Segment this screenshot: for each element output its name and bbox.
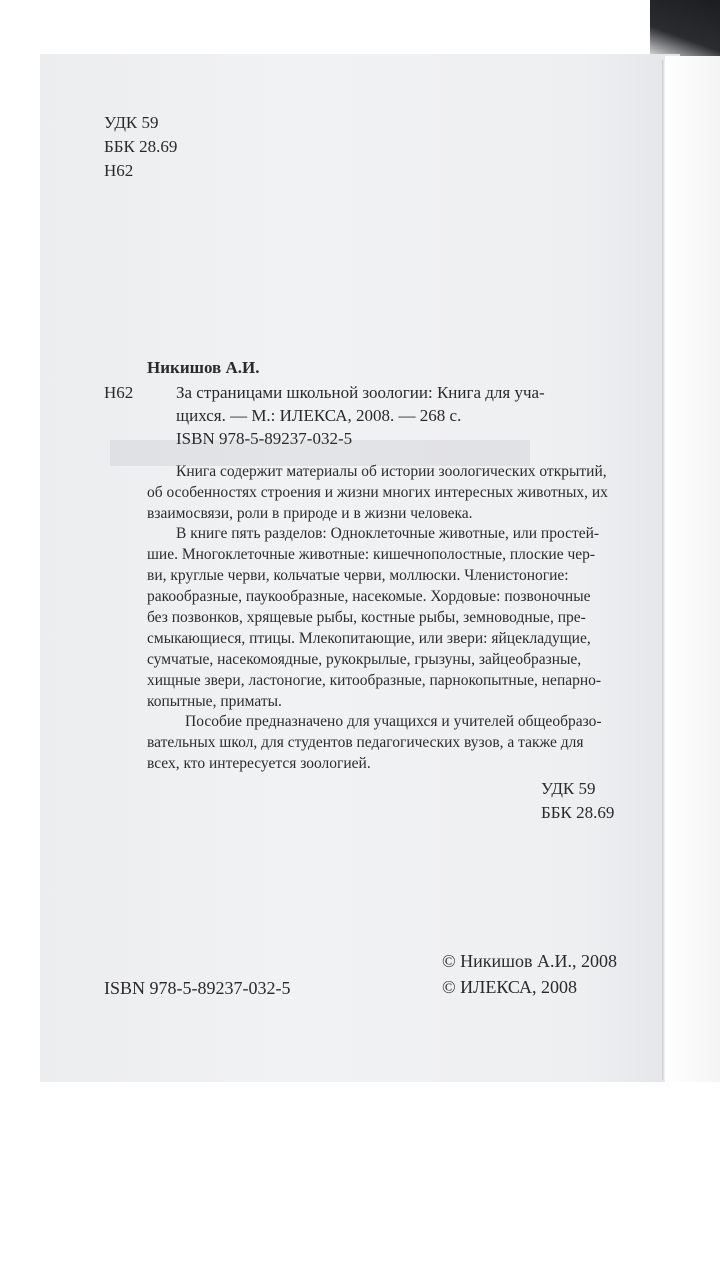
abstract-p2-line-7: сумчатые, насекомоядные, рукокрылые, грызуны, зайцеобразные, xyxy=(147,651,582,668)
copyright-author: © Никишов А.И., 2008 xyxy=(442,951,618,971)
abstract-p2-line-6: смыкающиеся, птицы. Млекопитающие, или звери: яйцекладущие, xyxy=(147,630,591,647)
abstract-p1-line-1: Книга содержит материалы об истории зоологических открытий, xyxy=(176,463,607,480)
abstract-p2-line-8: хищные звери, ластоногие, китообразные, парнокопытные, непарно- xyxy=(147,672,602,689)
abstract-p1-line-2: об особенностях строения и жизни многих интересных животных, их xyxy=(147,484,608,501)
abstract-p3-line-1: Пособие предназначено для учащихся и учителей общеобразо- xyxy=(185,713,602,730)
abstract-p2-line-4: ракообразные, паукообразные, насекомые. Хордовые: позвоночные xyxy=(147,588,591,605)
bib-title-line-2: щихся. — М.: ИЛЕКСА, 2008. — 268 с. xyxy=(176,406,462,425)
bib-isbn: ISBN 978-5-89237-032-5 xyxy=(176,429,353,448)
abstract-p3-line-2: вательных школ, для студентов педагогических вузов, а также для xyxy=(147,734,584,751)
bbk-code-top: ББК 28.69 xyxy=(104,137,178,156)
abstract-p2-line-5: без позвонков, хрящевые рыбы, костные рыбы, земноводные, пре- xyxy=(147,609,586,626)
bbk-code-bottom: ББК 28.69 xyxy=(541,803,615,822)
facing-page-edge xyxy=(665,56,720,1082)
abstract-p2-line-3: ви, круглые черви, кольчатые черви, моллюски. Членистоногие: xyxy=(147,567,569,584)
author-name: Никишов А.И. xyxy=(147,358,260,377)
abstract-p3-line-3: всех, кто интересуется зоологией. xyxy=(147,755,371,772)
abstract-p1-line-3: взаимосвязи, роли в природе и в жизни человека. xyxy=(147,505,473,522)
footer-isbn: ISBN 978-5-89237-032-5 xyxy=(104,978,291,998)
udk-code-bottom: УДК 59 xyxy=(541,779,596,798)
abstract-p2-line-9: копытные, приматы. xyxy=(147,693,282,710)
udk-code-top: УДК 59 xyxy=(104,113,159,132)
copyright-publisher: © ИЛЕКСА, 2008 xyxy=(442,977,578,997)
page-margin-notch xyxy=(0,925,40,1085)
abstract-p2-line-2: шие. Многоклеточные животные: кишечнополостные, плоские чер- xyxy=(147,546,596,563)
abstract-p2-line-1: В книге пять разделов: Одноклеточные животные, или простей- xyxy=(176,525,600,542)
bib-title-line-1: За страницами школьной зоологии: Книга для уча- xyxy=(176,383,545,402)
page-fold xyxy=(662,60,665,1080)
bib-author-mark: Н62 xyxy=(104,383,134,402)
author-mark-top: Н62 xyxy=(104,161,134,180)
book-shadow-corner xyxy=(650,0,720,60)
